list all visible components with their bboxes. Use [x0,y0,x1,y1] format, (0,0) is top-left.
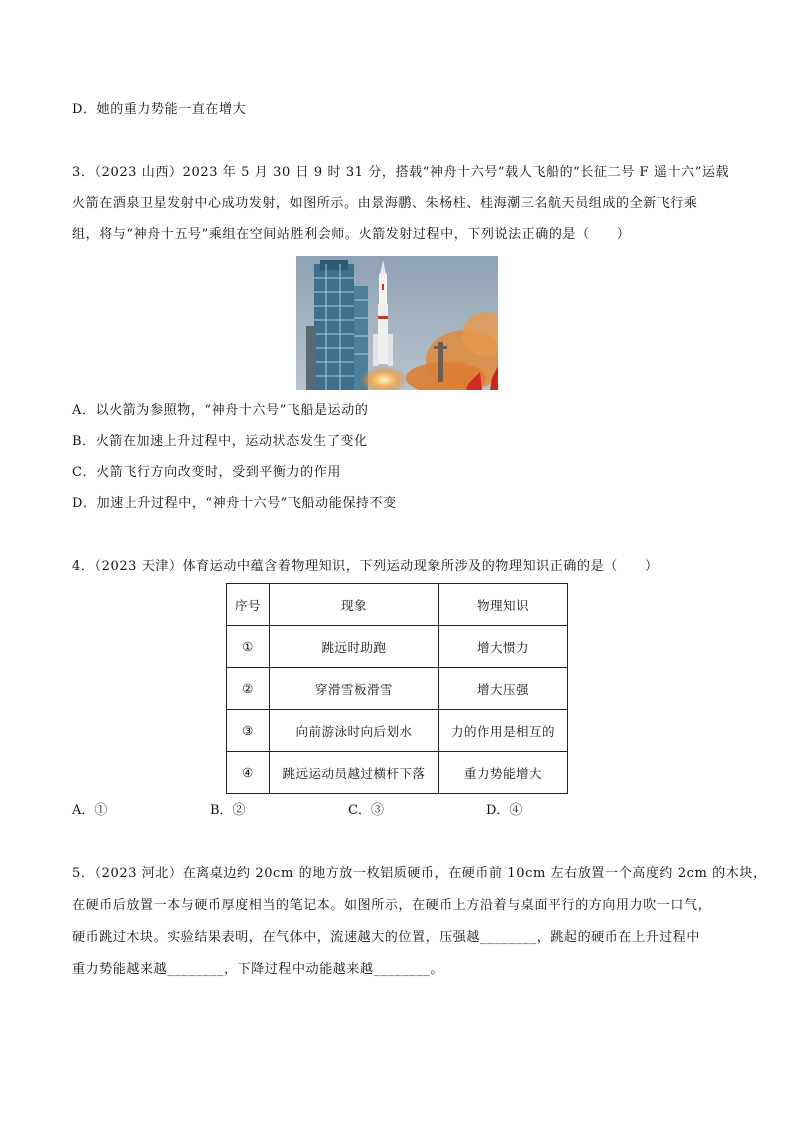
q3-stem-line-1: 3．（2023 山西）2023 年 5 月 30 日 9 时 31 分，搭载“神舟十六号”载人飞船的“长征二号 F 遥十六”运载 [72,165,730,180]
q5-line-2: 在硬币后放置一本与硬币厚度相当的笔记本。如图所示，在硬币上方沿着与桌面平行的方向用力吹一口气， [72,898,712,913]
table-header-row [227,584,568,626]
q4-option-a: A．① [72,803,108,818]
table-row [227,626,568,668]
table-cell: 重力势能增大 [439,752,568,794]
table-cell: ② [227,668,270,710]
table-cell: 跳远时助跑 [270,626,439,668]
table-header: 序号 [227,584,270,626]
q3-option-b: B．火箭在加速上升过程中，运动状态发生了变化 [72,434,368,449]
q5-line-4: 重力势能越来越________，下降过程中动能越来越________。 [72,962,444,977]
q5-line-3: 硬币跳过木块。实验结果表明，在气体中，流速越大的位置，压强越________，跳起的硬币在上升过程中 [72,930,701,945]
rocket-launch-image [296,256,498,390]
table-cell: ③ [227,710,270,752]
q3-option-d: D．加速上升过程中，“神舟十六号”飞船动能保持不变 [72,496,397,511]
q4-option-c: C．③ [348,803,384,818]
table-row [227,668,568,710]
q4-option-b: B．② [210,803,246,818]
q2-option-d: D．她的重力势能一直在增大 [72,102,247,117]
table-header: 现象 [270,584,439,626]
q5-line-1: 5．（2023 河北）在离桌边约 20cm 的地方放一枚铝质硬币，在硬币前 10cm 左右放置一个高度约 2cm 的木块， [72,866,767,881]
table-header: 物理知识 [439,584,568,626]
q3-stem-line-3: 组，将与“神舟十五号”乘组在空间站胜利会师。火箭发射过程中，下列说法正确的是（ ） [72,227,631,242]
table-cell: ① [227,626,270,668]
q3-stem-line-2: 火箭在酒泉卫星发射中心成功发射，如图所示。由景海鹏、朱杨柱、桂海潮三名航天员组成的全新飞行乘 [72,196,698,211]
table-cell: ④ [227,752,270,794]
table-cell: 向前游泳时向后划水 [270,710,439,752]
table-row [227,710,568,752]
q3-option-c: C．火箭飞行方向改变时，受到平衡力的作用 [72,465,341,480]
table-cell: 力的作用是相互的 [439,710,568,752]
physics-table [226,583,568,794]
table-cell: 穿滑雪板滑雪 [270,668,439,710]
q4-option-d: D．④ [486,803,523,818]
table-cell: 跳远运动员越过横杆下落 [270,752,439,794]
table-row [227,752,568,794]
q4-stem: 4．（2023 天津）体育运动中蕴含着物理知识，下列运动现象所涉及的物理知识正确的是（ ） [72,559,659,574]
q3-option-a: A．以火箭为参照物，“神舟十六号”飞船是运动的 [72,403,369,418]
table-cell: 增大惯力 [439,626,568,668]
table-cell: 增大压强 [439,668,568,710]
